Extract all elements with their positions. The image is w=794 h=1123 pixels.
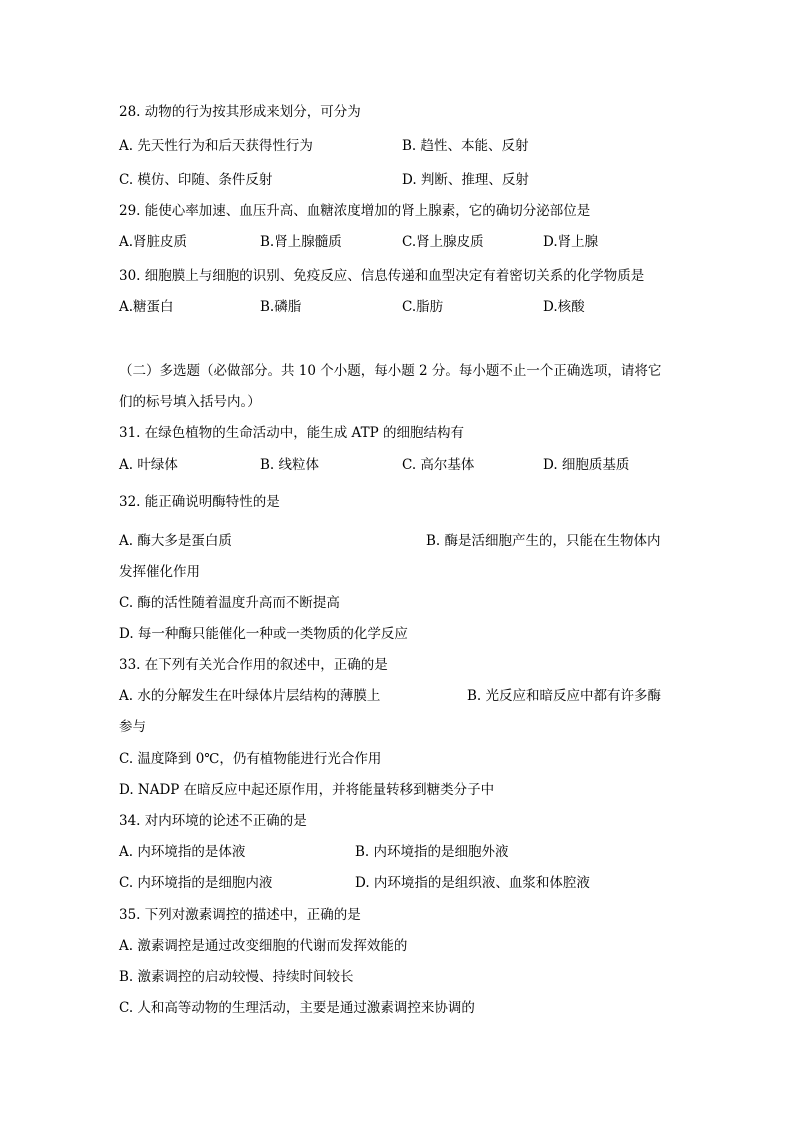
question-33-option-c: C. 温度降到 0℃，仍有植物能进行光合作用 bbox=[119, 751, 382, 767]
question-35-stem: 35. 下列对激素调控的描述中，正确的是 bbox=[119, 907, 361, 923]
question-33-option-b: B. 光反应和暗反应中都有许多酶 bbox=[467, 688, 662, 704]
question-28-option-d: D. 判断、推理、反射 bbox=[402, 172, 529, 188]
question-34-option-d: D. 内环境指的是组织液、血浆和体腔液 bbox=[355, 875, 590, 891]
question-32-option-c: C. 酶的活性随着温度升高而不断提高 bbox=[119, 595, 340, 611]
question-29-option-d: D.肾上腺 bbox=[543, 234, 599, 250]
question-30-option-d: D.核酸 bbox=[543, 299, 585, 315]
question-30-stem: 30. 细胞膜上与细胞的识别、免疫反应、信息传递和血型决定有着密切关系的化学物质是 bbox=[119, 268, 645, 284]
question-33-option-a: A. 水的分解发生在叶绿体片层结构的薄膜上 bbox=[119, 688, 381, 704]
question-31-option-c: C. 高尔基体 bbox=[402, 457, 475, 473]
question-34-stem: 34. 对内环境的论述不正确的是 bbox=[119, 813, 307, 829]
question-29-option-c: C.肾上腺皮质 bbox=[402, 234, 484, 250]
question-31-option-d: D. 细胞质基质 bbox=[543, 457, 630, 473]
question-32-option-b-continued: 发挥催化作用 bbox=[119, 564, 200, 580]
question-34-option-b: B. 内环境指的是细胞外液 bbox=[355, 844, 509, 860]
question-31-stem: 31. 在绿色植物的生命活动中，能生成 ATP 的细胞结构有 bbox=[119, 425, 464, 441]
question-29-stem: 29. 能使心率加速、血压升高、血糖浓度增加的肾上腺素，它的确切分泌部位是 bbox=[119, 203, 591, 219]
question-29-option-b: B.肾上腺髓质 bbox=[260, 234, 342, 250]
question-35-option-c: C. 人和高等动物的生理活动，主要是通过激素调控来协调的 bbox=[119, 1000, 475, 1016]
question-32-option-a: A. 酶大多是蛋白质 bbox=[119, 533, 232, 549]
question-29-option-a: A.肾脏皮质 bbox=[119, 234, 188, 250]
question-28-stem: 28. 动物的行为按其形成来划分，可分为 bbox=[119, 104, 361, 120]
question-32-option-d: D. 每一种酶只能催化一种或一类物质的化学反应 bbox=[119, 626, 408, 642]
question-30-option-a: A.糖蛋白 bbox=[119, 299, 174, 315]
question-32-option-b: B. 酶是活细胞产生的，只能在生物体内 bbox=[426, 533, 661, 549]
question-28-option-b: B. 趋性、本能、反射 bbox=[402, 138, 529, 154]
question-33-option-b-continued: 参与 bbox=[119, 719, 146, 735]
section-2-heading-line-2: 们的标号填入括号内。） bbox=[119, 394, 261, 410]
question-28-option-c: C. 模仿、印随、条件反射 bbox=[119, 172, 273, 188]
question-31-option-b: B. 线粒体 bbox=[260, 457, 320, 473]
question-30-option-c: C.脂肪 bbox=[402, 299, 444, 315]
question-33-stem: 33. 在下列有关光合作用的叙述中，正确的是 bbox=[119, 657, 388, 673]
question-33-option-d: D. NADP 在暗反应中起还原作用，并将能量转移到糖类分子中 bbox=[119, 782, 495, 798]
question-35-option-b: B. 激素调控的启动较慢、持续时间较长 bbox=[119, 969, 354, 985]
question-28-option-a: A. 先天性行为和后天获得性行为 bbox=[119, 138, 313, 154]
question-31-option-a: A. 叶绿体 bbox=[119, 457, 178, 473]
question-34-option-a: A. 内环境指的是体液 bbox=[119, 844, 246, 860]
question-32-stem: 32. 能正确说明酶特性的是 bbox=[119, 494, 280, 510]
question-34-option-c: C. 内环境指的是细胞内液 bbox=[119, 875, 273, 891]
question-30-option-b: B.磷脂 bbox=[260, 299, 302, 315]
section-2-heading-line-1: （二）多选题（必做部分。共 10 个小题，每小题 2 分。每小题不止一个正确选项，请将它 bbox=[119, 363, 662, 379]
question-35-option-a: A. 激素调控是通过改变细胞的代谢而发挥效能的 bbox=[119, 938, 408, 954]
